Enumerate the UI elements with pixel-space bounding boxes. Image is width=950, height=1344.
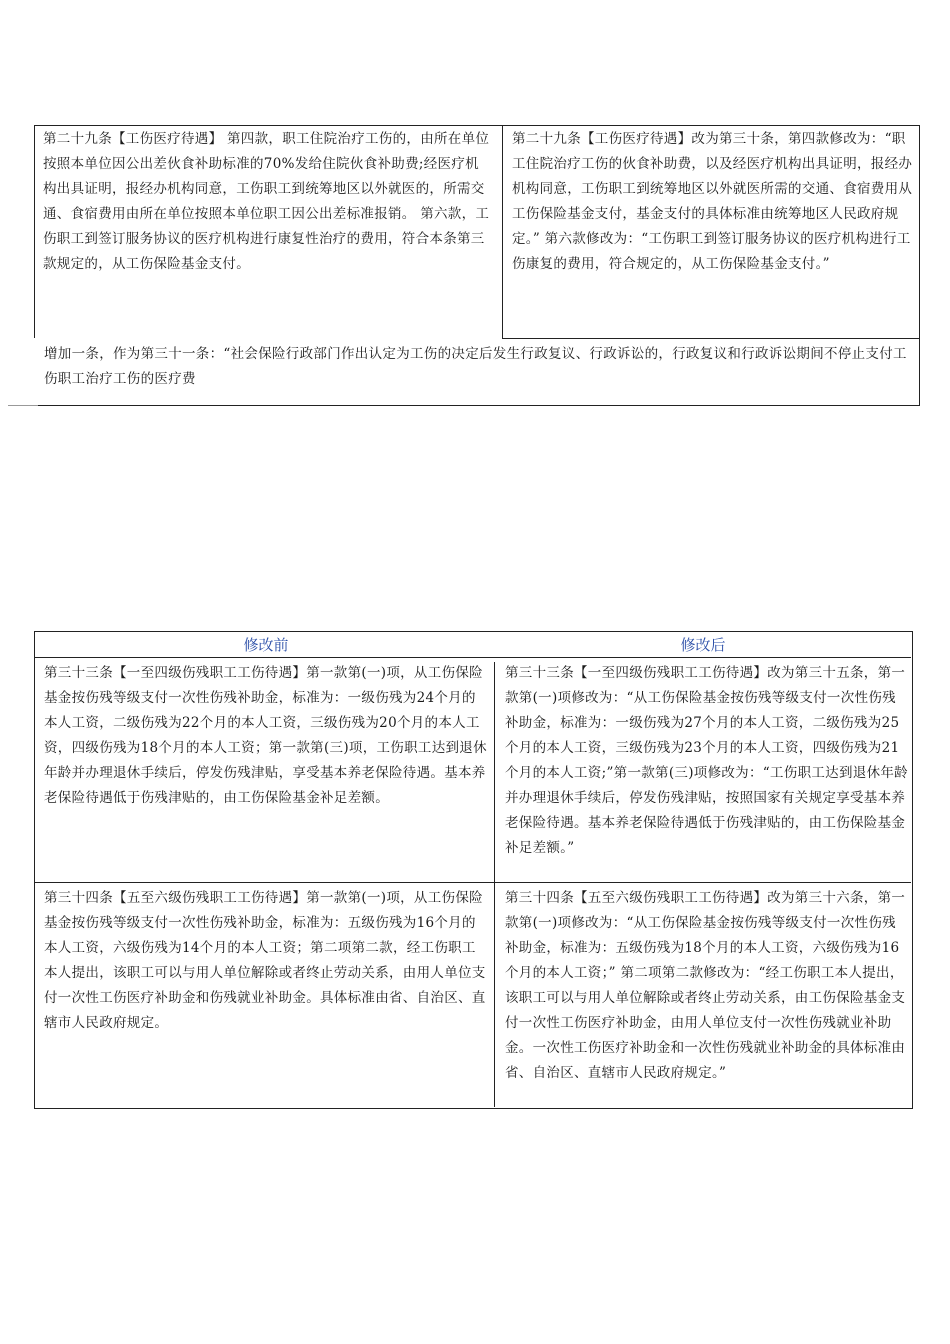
row-divider [35,882,911,883]
row2-after-cell [496,884,912,1108]
column-header-before: 修改前 [35,632,497,658]
table1-border-stub [8,405,38,406]
row1-before-text: 第三十三条【一至四级伤残职工工伤待遇】第一款第(一)项，从工伤保险基金按伤残等级支付一次性伤残补助金，标准为：一级伤残为24个月的本人工资，二级伤残为22个月的本人工资，三级伤残为20个月的本人工资，四级伤残为18个月的本人工资；第一款第(三)项，工伤职工达到退休年龄并办理退休手续后，停发伤残津贴，享受基本养老保险待遇。基本养老保险待遇低于伤残津贴的，由工伤保险基金补足差额。 [44,665,487,806]
row2-before-cell [35,884,495,1108]
row1-before-cell [35,659,495,883]
column-header-after: 修改后 [495,632,911,658]
row1-after-cell [496,659,912,883]
row2-after-text: 第三十四条【五至六级伤残职工工伤待遇】改为第三十六条，第一款第(一)项修改为：“从工伤保险基金按伤残等级支付一次性伤残补助金，标准为：五级伤残为18个月的本人工资，六级伤残为16个月的本人工资；” 第二项第二款修改为：“经工伤职工本人提出，该职工可以与用人单位解除或者终止劳动关系，由工伤保险基金支付一次性工伤医疗补助金，由用人单位支付一次性伤残就业补助金。一次性工伤医疗补助金和一次性伤残就业补助金的具体标准由省、自治区、直辖市人民政府规定。” [505,890,906,1081]
table1-added-article-text: 增加一条，作为第三十一条：“社会保险行政部门作出认定为工伤的决定后发生行政复议、行政诉讼的，行政复议和行政诉讼期间不停止支付工伤职工治疗工伤的医疗费 [44,346,907,387]
row1-after-text: 第三十三条【一至四级伤残职工工伤待遇】改为第三十五条，第一款第(一)项修改为：“从工伤保险基金按伤残等级支付一次性伤残补助金，标准为：一级伤残为27个月的本人工资，二级伤残为25个月的本人工资，三级伤残为23个月的本人工资，四级伤残为21个月的本人工资;”第一款第(三)项修改为：“工伤职工达到退休年龄并办理退休手续后，停发伤残津贴，按照国家有关规定享受基本养老保险待遇。基本养老保险待遇低于伤残津贴的，由工伤保险基金补足差额。” [505,665,908,856]
table1-revised-cell [502,125,920,339]
table1-original-cell [34,125,502,338]
row2-before-text: 第三十四条【五至六级伤残职工工伤待遇】第一款第(一)项，从工伤保险基金按伤残等级支付一次性伤残补助金，标准为：五级伤残为16个月的本人工资，六级伤残为14个月的本人工资；第二项第二款，经工伤职工本人提出，该职工可以与用人单位解除或者终止劳动关系，由用人单位支付一次性工伤医疗补助金和伤残就业补助金。具体标准由省、自治区、直辖市人民政府规定。 [44,890,486,1031]
table1-added-article-cell [34,338,920,406]
amendment-table-1 [34,125,920,406]
amendment-table-2 [34,631,913,1109]
table1-revised-text: 第二十九条【工伤医疗待遇】改为第三十条，第四款修改为：“职工住院治疗工伤的伙食补助费，以及经医疗机构出具证明，报经办机构同意，工伤职工到统筹地区以外就医所需的交通、食宿费用从工伤保险基金支付，基金支付的具体标准由统筹地区人民政府规定。” 第六款修改为：“工伤职工到签订服务协议的医疗机构进行工伤康复的费用，符合规定的，从工伤保险基金支付。” [512,131,913,272]
table1-original-text: 第二十九条【工伤医疗待遇】 第四款，职工住院治疗工伤的，由所在单位按照本单位因公出差伙食补助标准的70%发给住院伙食补助费;经医疗机构出具证明，报经办机构同意，工伤职工到统筹地区以外就医的，所需交通、食宿费用由所在单位按照本单位职工因公出差标准报销。 第六款，工伤职工到签订服务协议的医疗机构进行康复性治疗的费用，符合本条第三款规定的，从工伤保险基金支付。 [43,131,490,272]
